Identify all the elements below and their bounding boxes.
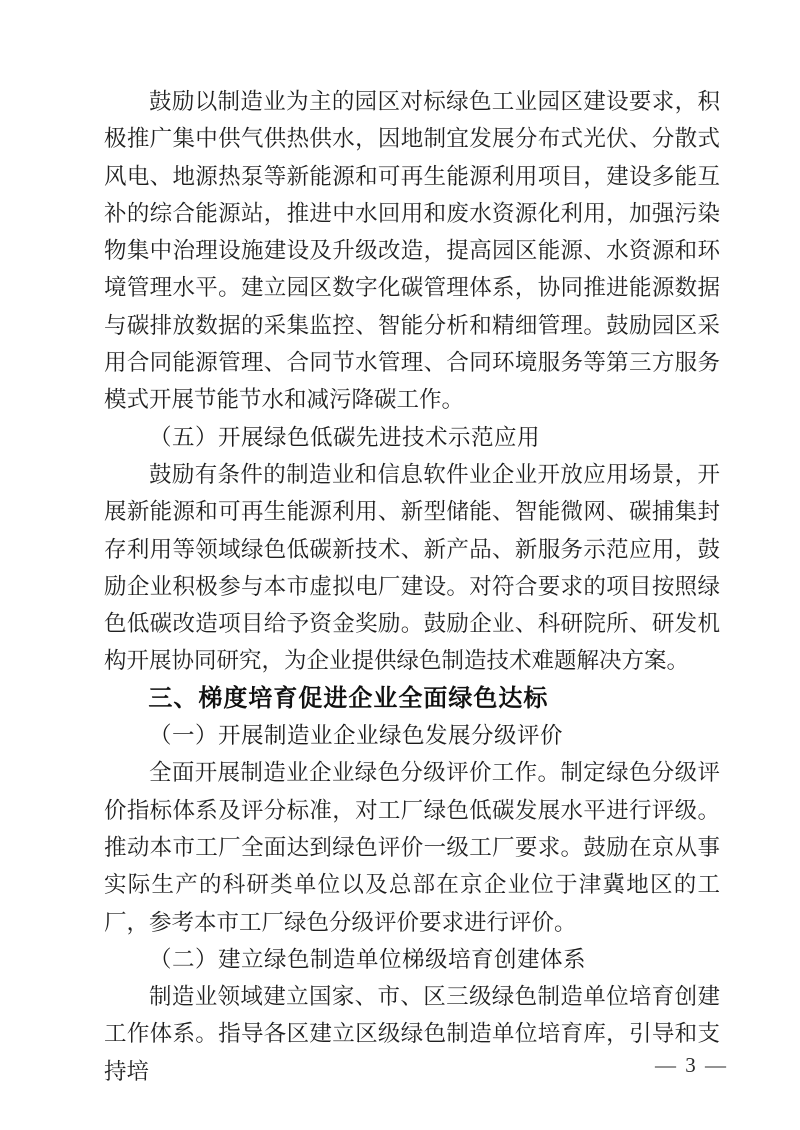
body-paragraph: 鼓励有条件的制造业和信息软件业企业开放应用场景，开展新能源和可再生能源利用、新型储能、智能微网、碳捕集封存利用等领域绿色低碳新技术、新产品、新服务示范应用，鼓励企业积极参与本市虚拟电厂建设。对符合要求的项目按照绿色低碳改造项目给予资金奖励。鼓励企业、科研院所、研发机构开展协同研究，为企业提供绿色制造技术难题解决方案。 bbox=[104, 461, 720, 674]
body-paragraph: 全面开展制造业企业绿色分级评价工作。制定绿色分级评价指标体系及评分标准，对工厂绿色低碳发展水平进行评级。推动本市工厂全面达到绿色评价一级工厂要求。鼓励在京从事实际生产的科研类单位以及总部在京企业位于津冀地区的工厂，参考本市工厂绿色分级评价要求进行评价。 bbox=[104, 760, 720, 935]
page-number: — 3 — bbox=[655, 1053, 728, 1077]
document-content bbox=[104, 83, 720, 1090]
sub-heading: （一）开展制造业企业绿色发展分级评价 bbox=[149, 723, 564, 749]
body-paragraph: 制造业领域建立国家、市、区三级绿色制造单位培育创建工作体系。指导各区建立区级绿色制造单位培育库，引导和支持培 bbox=[104, 984, 720, 1084]
sub-heading: （五）开展绿色低碳先进技术示范应用 bbox=[149, 424, 541, 450]
body-paragraph: 鼓励以制造业为主的园区对标绿色工业园区建设要求，积极推广集中供气供热供水，因地制宜发展分布式光伏、分散式风电、地源热泵等新能源和可再生能源利用项目，建设多能互补的综合能源站，推进中水回用和废水资源化利用，加强污染物集中治理设施建设及升级改造，提高园区能源、水资源和环境管理水平。建立园区数字化碳管理体系，协同推进能源数据与碳排放数据的采集监控、智能分析和精细管理。鼓励园区采用合同能源管理、合同节水管理、合同环境服务等第三方服务模式开展节能节水和减污降碳工作。 bbox=[104, 89, 720, 413]
section-heading: 三、梯度培育促进企业全面绿色达标 bbox=[148, 684, 549, 712]
sub-heading: （二）建立绿色制造单位梯级培育创建体系 bbox=[149, 946, 587, 972]
